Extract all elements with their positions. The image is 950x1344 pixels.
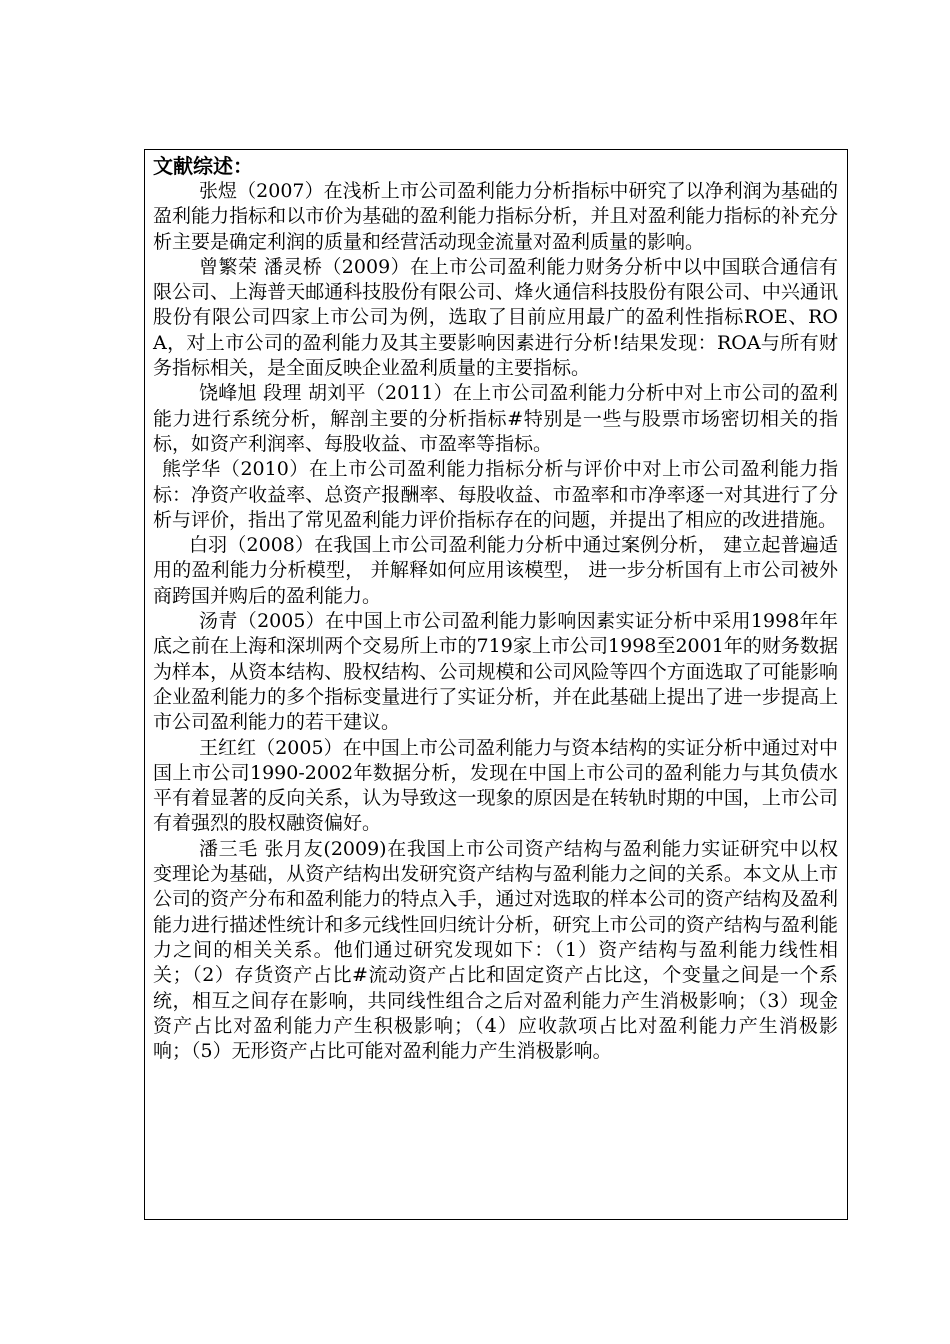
paragraph-6: 汤青（2005）在中国上市公司盈利能力影响因素实证分析中采用1998年年底之前在上海和深圳两个交易所上市的719家上市公司1998至2001年的财务数据为样本，从资本结构、股权结构、公司规模和公司风险等四个方面选取了可能影响企业盈利能力的多个指标变量进行了实证分析，并在此基础上提出了进一步提高上市公司盈利能力的若干建议。: [153, 610, 838, 734]
paragraph-2: 曾繁荣 潘灵桥（2009）在上市公司盈利能力财务分析中以中国联合通信有限公司、上海普天邮通科技股份有限公司、烽火通信科技股份有限公司、中兴通讯股份有限公司四家上市公司为例，选取了目前应用最广的盈利性指标ROE、ROA，对上市公司的盈利能力及其主要影响因素进行分析!结果发现：ROA与所有财务指标相关，是全面反映企业盈利质量的主要指标。: [153, 255, 838, 380]
paragraph-5: 白羽（2008）在我国上市公司盈利能力分析中通过案例分析， 建立起普遍适用的盈利能力分析模型， 并解释如何应用该模型， 进一步分析国有上市公司被外商跨国并购后的盈利能力。: [153, 534, 838, 607]
paragraph-3: 饶峰旭 段理 胡刘平（2011）在上市公司盈利能力分析中对上市公司的盈利能力进行系统分析，解剖主要的分析指标#特别是一些与股票市场密切相关的指标，如资产利润率、每股收益、市盈率等指标。: [153, 382, 838, 455]
paragraph-4: 熊学华（2010）在上市公司盈利能力指标分析与评价中对上市公司盈利能力指标：净资产收益率、总资产报酬率、每股收益、市盈率和市净率逐一对其进行了分析与评价，指出了常见盈利能力评价指标存在的问题，并提出了相应的改进措施。: [153, 458, 838, 531]
section-heading: 文献综述：: [153, 154, 253, 178]
literature-review-box: [144, 149, 848, 1220]
paragraph-7: 王红红（2005）在中国上市公司盈利能力与资本结构的实证分析中通过对中国上市公司1990-2002年数据分析，发现在中国上市公司的盈利能力与其负债水平有着显著的反向关系，认为导致这一现象的原因是在转轨时期的中国，上市公司有着强烈的股权融资偏好。: [153, 736, 838, 835]
paragraph-8: 潘三毛 张月友(2009)在我国上市公司资产结构与盈利能力实证研究中以权变理论为基础，从资产结构出发研究资产结构与盈利能力之间的关系。本文从上市公司的资产分布和盈利能力的特点入手，通过对选取的样本公司的资产结构及盈利能力进行描述性统计和多元线性回归统计分析，研究上市公司的资产结构与盈利能力之间的相关关系。他们通过研究发现如下：（1）资产结构与盈利能力线性相关；（2）存货资产占比#流动资产占比和固定资产占比这，个变量之间是一个系统，相互之间存在影响，共同线性组合之后对盈利能力产生消极影响；（3）现金资产占比对盈利能力产生积极影响；（4）应收款项占比对盈利能力产生消极影响；（5）无形资产占比可能对盈利能力产生消极影响。: [153, 837, 838, 1063]
paragraph-1: 张煜（2007）在浅析上市公司盈利能力分析指标中研究了以净利润为基础的盈利能力指标和以市价为基础的盈利能力指标分析，并且对盈利能力指标的补充分析主要是确定利润的质量和经营活动现金流量对盈利质量的影响。: [153, 180, 838, 253]
